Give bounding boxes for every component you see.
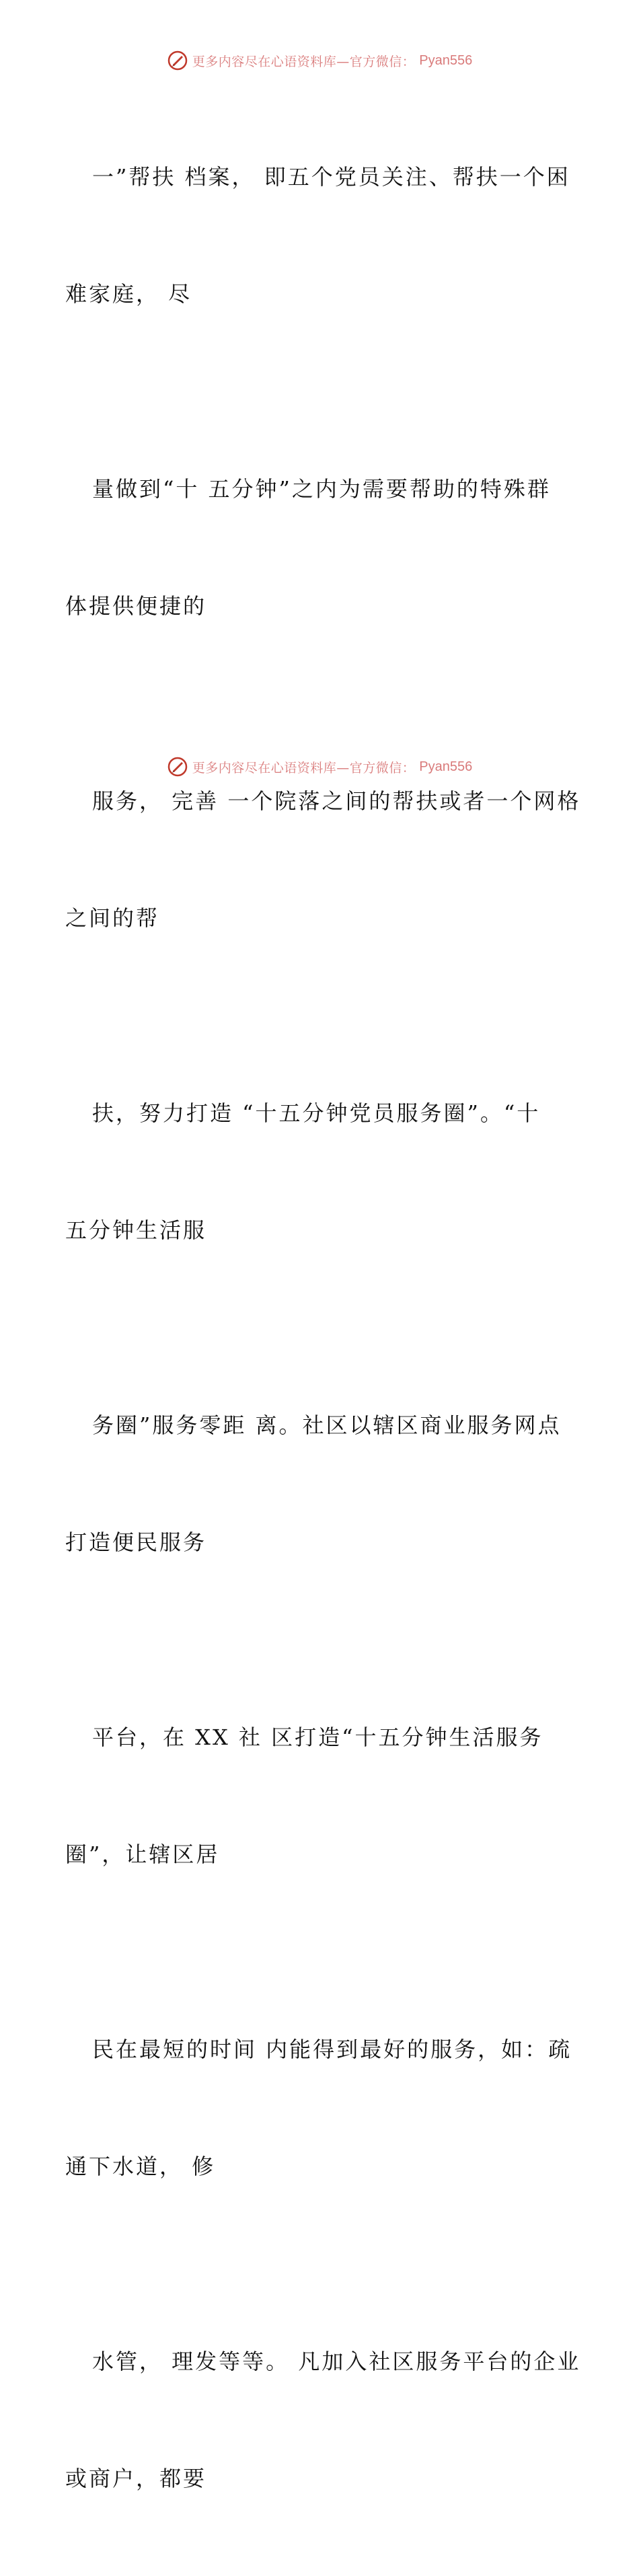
paragraph-line: 一”帮扶 档案， 即五个党员关注、帮扶一个困	[92, 164, 570, 190]
paragraph	[65, 79, 576, 391]
watermark-wechat-id: Pyan556	[419, 759, 473, 774]
paragraph-line: 量做到“十 五分钟”之内为需要帮助的特殊群	[92, 476, 551, 502]
watermark-wechat-id: Pyan556	[419, 52, 473, 68]
watermark-header	[0, 47, 639, 74]
paragraph-line: 难家庭， 尽	[65, 281, 192, 307]
paragraph-line: 服务， 完善 一个院落之间的帮扶或者一个网格	[92, 788, 581, 814]
watermark-footer	[0, 753, 639, 780]
brand-logo-icon	[167, 50, 188, 71]
paragraph-line: 民在最短的时间 内能得到最好的服务，如：疏	[92, 2037, 572, 2062]
paragraph	[65, 1640, 576, 1952]
paragraph-line: 体提供便捷的	[65, 593, 207, 619]
paragraph-line: 扶，努力打造 “十五分钟党员服务圈”。“十	[92, 1100, 541, 1126]
paragraph	[65, 704, 581, 1016]
paragraph	[65, 391, 576, 704]
paragraph	[65, 1328, 576, 1640]
paragraph-line: 圈”，让辖区居	[65, 1842, 220, 1867]
document-body	[65, 79, 581, 2576]
paragraph-line: 之间的帮	[65, 905, 160, 931]
paragraph	[65, 1016, 576, 1328]
paragraph-line: 五分钟生活服	[65, 1217, 207, 1243]
paragraph-line: 平台，在 XX 社 区打造“十五分钟生活服务	[92, 1725, 543, 1750]
paragraph-line: 或商户，都要	[65, 2466, 207, 2491]
paragraph-line: 通下水道， 修	[65, 2154, 216, 2179]
watermark-text: 更多内容尽在心语资料库—官方微信：	[192, 54, 416, 69]
brand-logo-icon	[167, 756, 188, 778]
watermark-text: 更多内容尽在心语资料库—官方微信：	[192, 760, 416, 775]
paragraph-line: 务圈”服务零距 离。社区以辖区商业服务网点	[92, 1412, 562, 1438]
paragraph	[65, 1952, 576, 2264]
paragraph-line: 水管， 理发等等。 凡加入社区服务平台的企业	[92, 2349, 581, 2374]
paragraph-line: 打造便民服务	[65, 1529, 207, 1555]
paragraph	[65, 2264, 581, 2576]
